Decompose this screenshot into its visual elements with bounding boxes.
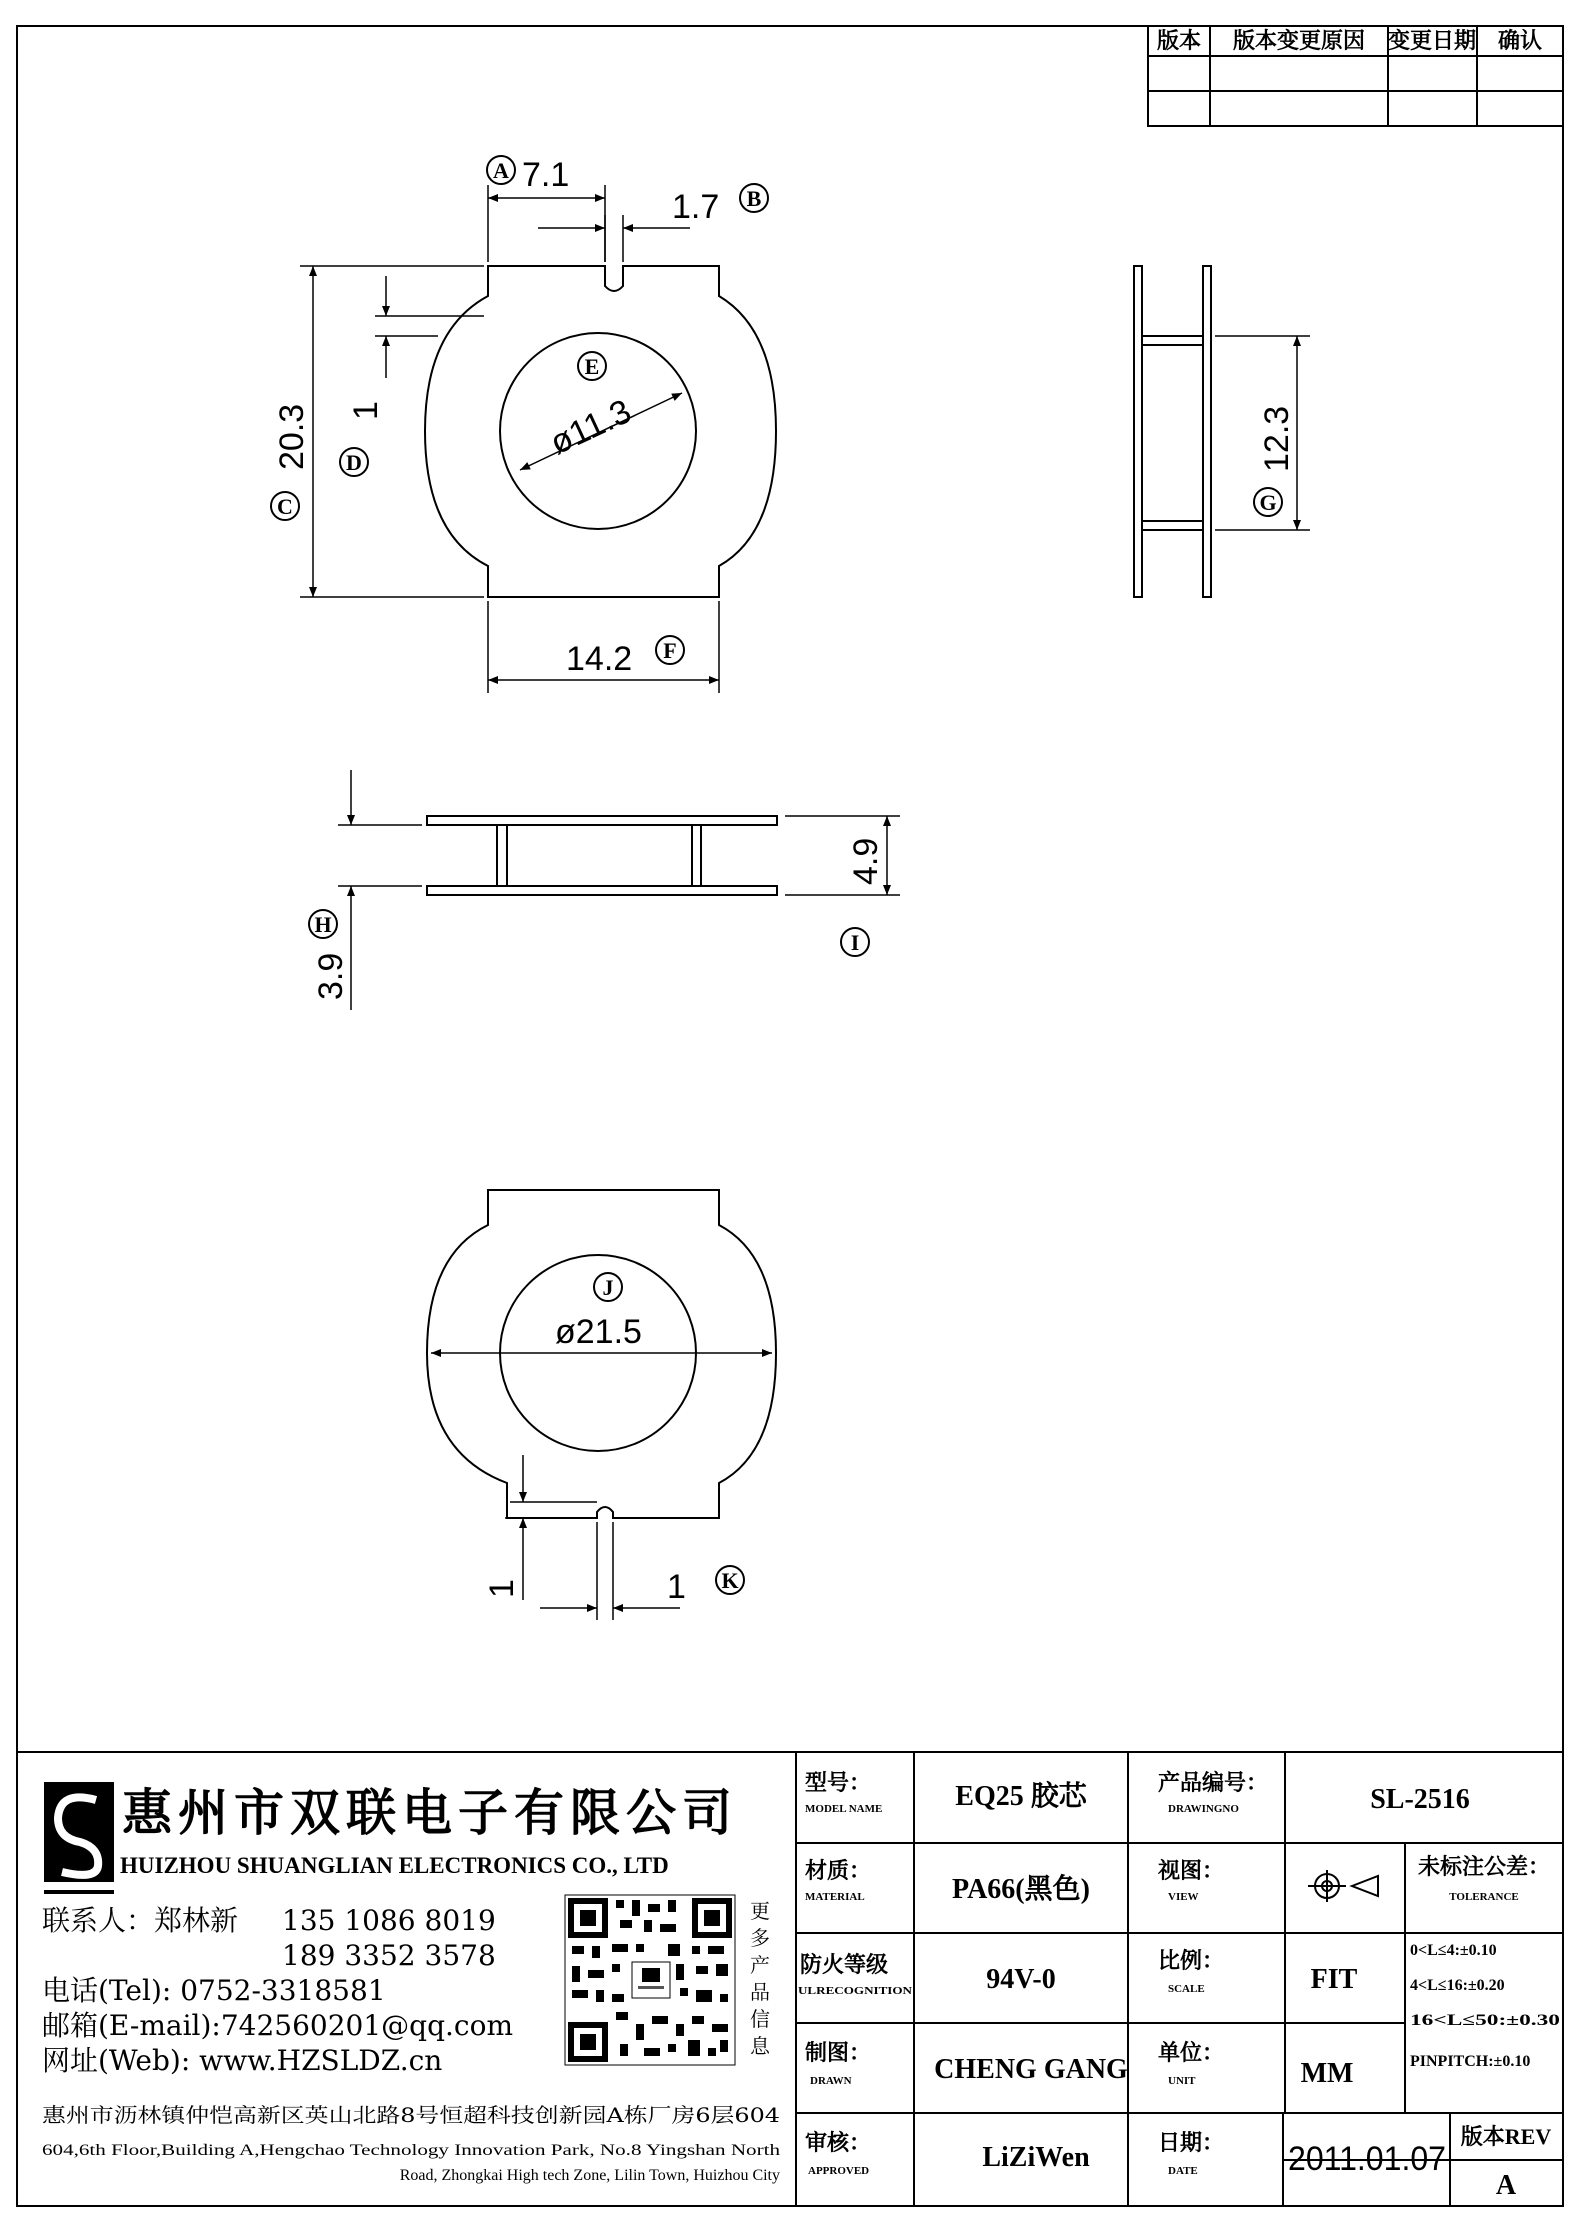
tb-scale-value: FIT	[1310, 1964, 1358, 1995]
tb-tol-1: 0<L≤4:±0.10	[1410, 1942, 1497, 1959]
dim-a-value: 7.1	[522, 156, 570, 194]
tb-scale-sub: SCALE	[1168, 1983, 1205, 1995]
rev-header-date: 变更日期	[1387, 28, 1477, 53]
callout-b: B	[746, 186, 762, 211]
callout-e: E	[584, 354, 600, 379]
callout-k: K	[721, 1568, 739, 1593]
dim-h-value: 3.9	[312, 952, 350, 1000]
company-address-en-2: Road, Zhongkai High tech Zone, Lilin Town, Huizhou City	[399, 2167, 780, 2184]
dim-b-value: 1.7	[672, 188, 720, 226]
qr-side-2: 多	[750, 1926, 770, 1950]
callout-h: H	[314, 912, 332, 937]
callout-i: I	[850, 930, 860, 955]
rev-header-version: 版本	[1156, 28, 1202, 53]
tb-tol-2: 4<L≤16:±0.20	[1410, 1977, 1505, 1994]
tb-fire-label: 防火等级	[800, 1952, 889, 1977]
qr-side-5: 信	[750, 2007, 770, 2031]
qr-side-6: 息	[750, 2034, 770, 2058]
tb-tolerance-sub: TOLERANCE	[1449, 1891, 1519, 1903]
callout-a: A	[493, 158, 509, 183]
qr-side-3: 产	[750, 1953, 770, 1977]
dim-f-value: 14.2	[566, 640, 633, 678]
qr-side-4: 品	[750, 1980, 770, 2004]
dim-k-lines	[505, 1455, 680, 1620]
tb-fire-sub: ULRECOGNITION	[798, 1985, 913, 1997]
rev-header-confirm: 确认	[1497, 28, 1543, 53]
dim-b-lines	[538, 215, 690, 262]
dim-j-value: ø21.5	[555, 1313, 642, 1351]
tb-approved-label: 审核：	[805, 2130, 872, 2155]
tb-model-value: EQ25 胶芯	[955, 1781, 1087, 1812]
sheet-border	[17, 26, 1563, 2206]
company-name-cn: 惠州市双联电子有限公司	[122, 1785, 738, 1841]
projection-symbol-icon	[1308, 1870, 1378, 1902]
tb-unit-value: MM	[1300, 2058, 1354, 2089]
tb-drawn-sub: DRAWN	[810, 2075, 852, 2087]
tb-view-sub: VIEW	[1168, 1891, 1199, 1903]
tb-tol-4: PINPITCH:±0.10	[1410, 2053, 1531, 2070]
dim-d-lines	[375, 276, 484, 378]
dim-c-value: 20.3	[273, 403, 311, 470]
callout-d: D	[346, 450, 362, 475]
dim-d-value: 1	[347, 401, 385, 420]
company-phone-2: 189 3352 3578	[282, 1939, 496, 1972]
callout-f: F	[663, 638, 677, 663]
tb-unit-sub: UNIT	[1168, 2075, 1196, 2087]
tb-tol-3: 16<L≤50:±0.30	[1410, 2012, 1560, 2029]
company-phone-1: 135 1086 8019	[282, 1904, 496, 1937]
tb-date-sub: DATE	[1168, 2165, 1198, 2177]
tb-scale-label: 比例：	[1158, 1948, 1225, 1973]
qr-side-1: 更	[750, 1899, 770, 1923]
company-contact: 联系人：郑林新	[42, 1904, 239, 1937]
tb-drawing-sub: DRAWINGNO	[1168, 1803, 1239, 1815]
tb-tolerance-label: 未标注公差：	[1417, 1854, 1551, 1879]
tb-drawn-value: CHENG GANG	[934, 2054, 1128, 2085]
dim-g-value: 12.3	[1258, 405, 1296, 472]
company-name-en: HUIZHOU SHUANGLIAN ELECTRONICS CO., LTD	[120, 1853, 669, 1878]
qr-code	[565, 1895, 735, 2065]
tb-model-label: 型号：	[805, 1770, 872, 1795]
tb-date-label: 日期：	[1158, 2130, 1225, 2155]
company-address-cn: 惠州市沥林镇仲恺高新区英山北路8号恒超科技创新园A栋厂房6层604	[42, 2103, 780, 2127]
callout-g: G	[1259, 490, 1277, 515]
tb-drawing-value: SL-2516	[1370, 1784, 1470, 1815]
tb-view-label: 视图：	[1158, 1858, 1225, 1883]
dim-a-lines	[488, 185, 605, 262]
tb-approved-value: LiZiWen	[982, 2142, 1090, 2173]
front-view	[427, 816, 777, 895]
tb-rev-label: 版本REV	[1460, 2124, 1552, 2149]
tb-fire-value: 94V-0	[986, 1964, 1056, 1995]
rev-header-reason: 版本变更原因	[1232, 28, 1366, 53]
callout-c: C	[277, 494, 293, 519]
tb-material-sub: MATERIAL	[805, 1891, 865, 1903]
company-address-en-1: 604,6th Floor,Building A,Hengchao Technology Innovation Park, No.8 Yingshan North	[42, 2142, 780, 2159]
tb-drawn-label: 制图：	[805, 2040, 872, 2065]
dim-i-value: 4.9	[847, 837, 885, 885]
company-logo	[44, 1782, 114, 1894]
side-view	[1134, 266, 1211, 597]
tb-model-sub: MODEL NAME	[805, 1803, 883, 1815]
company-email: 邮箱(E-mail):742560201@qq.com	[42, 2009, 514, 2042]
dim-k-h-value: 1	[667, 1568, 686, 1606]
dim-h-lines	[338, 770, 422, 1010]
company-tel: 电话(Tel): 0752-3318581	[42, 1974, 386, 2007]
company-web: 网址(Web): www.HZSLDZ.cn	[42, 2044, 443, 2077]
bottom-flange-view	[427, 1190, 776, 1518]
tb-material-value: PA66(黑色)	[952, 1874, 1090, 1905]
dim-e-value: ø11.3	[544, 392, 637, 463]
tb-rev-value: A	[1495, 2170, 1517, 2201]
tb-date-value: 2011.01.07	[1288, 2140, 1446, 2178]
tb-material-label: 材质：	[805, 1858, 872, 1883]
tb-drawing-label: 产品编号：	[1158, 1770, 1269, 1795]
tb-approved-sub: APPROVED	[808, 2165, 870, 2177]
dim-k-v-value: 1	[483, 1579, 521, 1598]
callout-j: J	[602, 1275, 614, 1300]
tb-unit-label: 单位：	[1158, 2040, 1225, 2065]
